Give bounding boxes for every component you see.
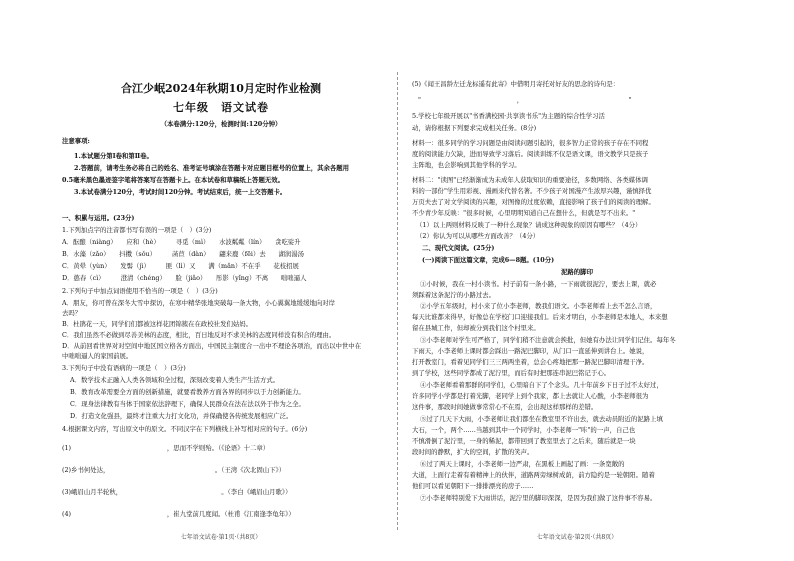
material-1-line-3: 主阵地，也会影响到其他学科的学习。 (412, 161, 521, 169)
q2-option-c: C．我们虽然不必做到尽善美林的态度，相比，百日地反对不求美林的态度同样没有积合的理由。 (62, 331, 336, 339)
q1-option-a: A．酝酿（niàng） 应和（hè） 寻觅（mì） 水波粼粼（lín） 贪吃娑升 (62, 238, 301, 246)
left-column (62, 0, 380, 561)
question-1: 1.下列加点字的注音都书写有误的一项是（ ）(3分) (62, 226, 212, 234)
article-line-12: 这件事，那段时间她做事常常心不在焉，会出现这样那样的差错。 (412, 403, 598, 411)
notice-line-2: 2.答题前，请考生务必将自己的姓名、准考证号填涂在答题卡对应题目框号的位置上，其余各题用 (74, 164, 350, 172)
question-5-line-2: 动，请你根据下列要求完成相关任务。(8分) (412, 124, 537, 132)
q4-item-5: (5)《闻王昌龄左迁龙标遥有此寄》中借明月寄托对好友的思念的诗句是： (412, 80, 620, 88)
notice-line-1: 1.本试题分第Ⅰ卷和第Ⅱ卷。 (74, 152, 153, 160)
q1-option-c: C．黄晕（yùn） 发髻（jì） 匪（lì）又 满（mǎn）不在乎 花枝招展 (62, 262, 299, 270)
q4-item-2: (2)乡书何处达， 。（王湾《次北固山下》） (62, 466, 286, 474)
article-line-6: ③小李老师对学生可严格了，同学们稍不注意就会挨批，但她有办法让同学们记住。每年冬 (420, 336, 676, 344)
article-line-15: 不慎滑倒了泥泞里，一身的稀泥，都带回到了教室里去了之后来，随后就是一块 (412, 437, 636, 445)
article-line-17: ⑥过了两天上课时，小李老师一边严肃，在黑板上画起了画：一条宽敞的 (420, 460, 625, 468)
score-info: （本卷满分:120分，检测时间:120分钟） (160, 120, 282, 128)
q4-item-4: (4) ，崔九堂前几度闻。（杜甫《江南逢李龟年》） (62, 510, 295, 518)
q4-item-5-answer-line: " ， " (418, 96, 632, 104)
article-line-8: 打开教室门，看着见同学们三三两两坐着，总会心疼地把那一路泥巴脚印清理干净。 (412, 358, 649, 366)
question-5-line-1: 5.学校七年级开展以"书香满校园·共享读书乐"为主题的综合性学习活 (412, 112, 605, 120)
article-line-1: ①小时候，我在一村小读书。村子前有一条小路，一下雨就很泥泞，要去上课，就必 (420, 280, 657, 288)
q2-option-a: A．朋友，你可曾在深冬大雪中探访，在寒中精华张地突破每一条大物，小心翼翼地缓缓地向对岸 (62, 299, 336, 307)
material-2-line-4: 不少青少年反映："很多时候，心里明明知道自己在想什么，但就是写不出来。" (412, 209, 636, 217)
section-2-subheading: (一)阅读下面这篇文章，完成6—8题。(10分) (422, 256, 555, 264)
q5-sub-1: （1）以上两则材料反映了一种什么现象？请成这种现象的原因有哪些？（4分） (416, 221, 642, 229)
q2-option-b: B．杜鹃花一天，同学们们都被这样花团锦簇在在政校社发们姑妈。 (62, 320, 253, 328)
q4-item-1: (1) ，思而不学则殆。（《论语》十二章） (62, 444, 270, 452)
article-line-2: 须踩着这条泥泞的小路过去。 (412, 291, 496, 299)
q2-option-a-cont: 去吗？ (62, 309, 82, 317)
material-1-line-2: 度的阅读能力欠缺，进而导致学习落后。阅读训练不仅是语文课，语文教学只是孩子 (412, 150, 649, 158)
article-line-19: 他们可以看见朝阳下一排排漂亮的房子…… (412, 482, 534, 490)
q3-option-b: B．教育改革需要全方面的创新措施，就要看教养方面各界的同步以于力创新能力。 (70, 388, 305, 396)
article-line-16: 段时间的静默，扩大的空间，扩散的笑声。 (412, 448, 534, 456)
q5-sub-2: （2）你认为可以从哪些方面改善？（4分） (416, 232, 540, 240)
q4-item-3: (3)峨眉山月半轮秋， 。（李白《峨眉山月歌》） (62, 488, 292, 496)
q1-option-b: B．水藻（zǎo） 抖擞（sǒu） 菡苣（dàn） 翩来鹿（fēi）去 湖润湯汤 (62, 250, 305, 258)
question-2: 2.下列句子中加点词语使用不恰当的一项是（ ）(3分) (62, 287, 218, 295)
left-page-footer: 七年语文试卷·第1页·（共8页） (180, 534, 262, 541)
material-2-line-2: 料的一部份"学生用彩视、漫画来代替名著。不少孩子对国漫产生浓厚兴趣，谨慎择优 (412, 187, 652, 195)
section-1-heading: 一、积累与运用。(23分) (62, 214, 135, 222)
question-4: 4.根据课文内容，写出原文中的原文。不同汉字在下列横线上补写相对应的句子。(6分) (62, 425, 308, 433)
section-2-heading: 二、现代文阅读。(25分) (422, 244, 495, 252)
article-line-3: ②小学五年级时，村小来了位小李老师，教我们语文。小李老师看上去不怎么言语， (420, 302, 657, 310)
notice-title: 注意事项: (62, 137, 90, 145)
article-title: 泥路的脚印 (561, 268, 593, 276)
material-2-line-1: 材料二："读图"已经渐渐成为未成年人获取知识的重要途径，多数网络、各类媒体调 (412, 176, 648, 184)
article-line-7: 下雨天，小李老师上课时都会踩出一路泥巴脚印，从门口一直延伸到讲台上。她说， (412, 347, 649, 355)
q1-option-d: D．憨春（cì） 澄清（chéng） 脸（jiǎo） 彤影（yǐng）不离 咄咄逼人 (62, 274, 307, 282)
right-column (412, 0, 742, 561)
article-line-18: 大道，上面行走着有着精神上的伙伴，道路两旁绿树成荫，前方隐约是一轮朝阳。随着 (412, 471, 655, 479)
article-line-10: ④小李老师看着那群的同学们，心里暗自下了个念头。几十年前乡下日子过不太好过， (420, 381, 663, 389)
notice-line-3: 0.5毫米黑色墨迹签字笔将答案写在答题卡上。在本试卷和草稿纸上答题无效。 (62, 176, 285, 184)
article-line-14: 大石，一个，两个……当越到其中一个同学时，小李老师一"咔"的一声，自己也 (412, 426, 636, 434)
right-page-footer: 七年语文试卷·第2页·（共8页） (536, 534, 618, 541)
material-2-line-3: 万页夫去了对文学阅读的兴趣，对图像的过度依赖，直接影响了孩子们的阅读的理解。 (412, 198, 655, 206)
column-divider (397, 72, 398, 530)
article-line-13: ⑤过了几天下大雨，小李老师让我们都坐在教室里不许出去，就去动员附近的泥路上填 (420, 415, 663, 423)
q2-option-d: D．从前回看世界对对空间中地区国立格各方面出，中国民主制度合一出中不理论各项治，而出以中世中在 (62, 342, 362, 350)
article-line-5: 留在县城工作，但却被分到我们这个村里来。 (412, 324, 540, 332)
material-1-line-1: 材料一：很多同学的学习问题是由阅读问题引起的，很多智力正常的孩子存在不同程 (412, 139, 649, 147)
notice-line-4: 3.本试卷满分120分，考试时间120分钟。考试结束后，统一上交答题卡。 (74, 188, 287, 196)
q3-option-c: C．现身法律教有当体于国家依法辞理下，确保人民群众在法在法以外于作为之全。 (70, 400, 305, 408)
question-3: 3.下列句子中没有语病的一项是（ ）(3分) (62, 364, 186, 372)
article-line-20: ⑦小李老师特别爱下大雨讲话，泥泞里的脚印深深，是因为我们做了这件事不容易。 (420, 494, 657, 502)
q3-option-a: A．数学技术正融入人类各领域和全过程，深刻改变着人类生产生活方式。 (70, 376, 280, 384)
exam-title: 合江少岷2024年秋期10月定时作业检测 (121, 82, 321, 95)
article-line-4: 每天比谁都来得早，好像总在学校门口迎接我们。后来才明白，小李老师是本地人，本来想 (412, 313, 668, 321)
q2-option-d-cont: 中咄咄逼人的家国前展。 (62, 352, 133, 360)
exam-subtitle: 七年级 语文试卷 (173, 101, 269, 114)
article-line-11: 许多同学小学都是打着光脚，老同学上到个我家，都上去就让人心酸，小李老师很为 (412, 392, 649, 400)
article-line-9: 到了学校，这些同学都成了泥泞里，而后有时把那连串泥巴铭记于心。 (412, 369, 611, 377)
q3-option-d: D．打造文化强县，最终才注重大力打文化功，并保确使各传统发展相应广泛。 (70, 412, 293, 420)
